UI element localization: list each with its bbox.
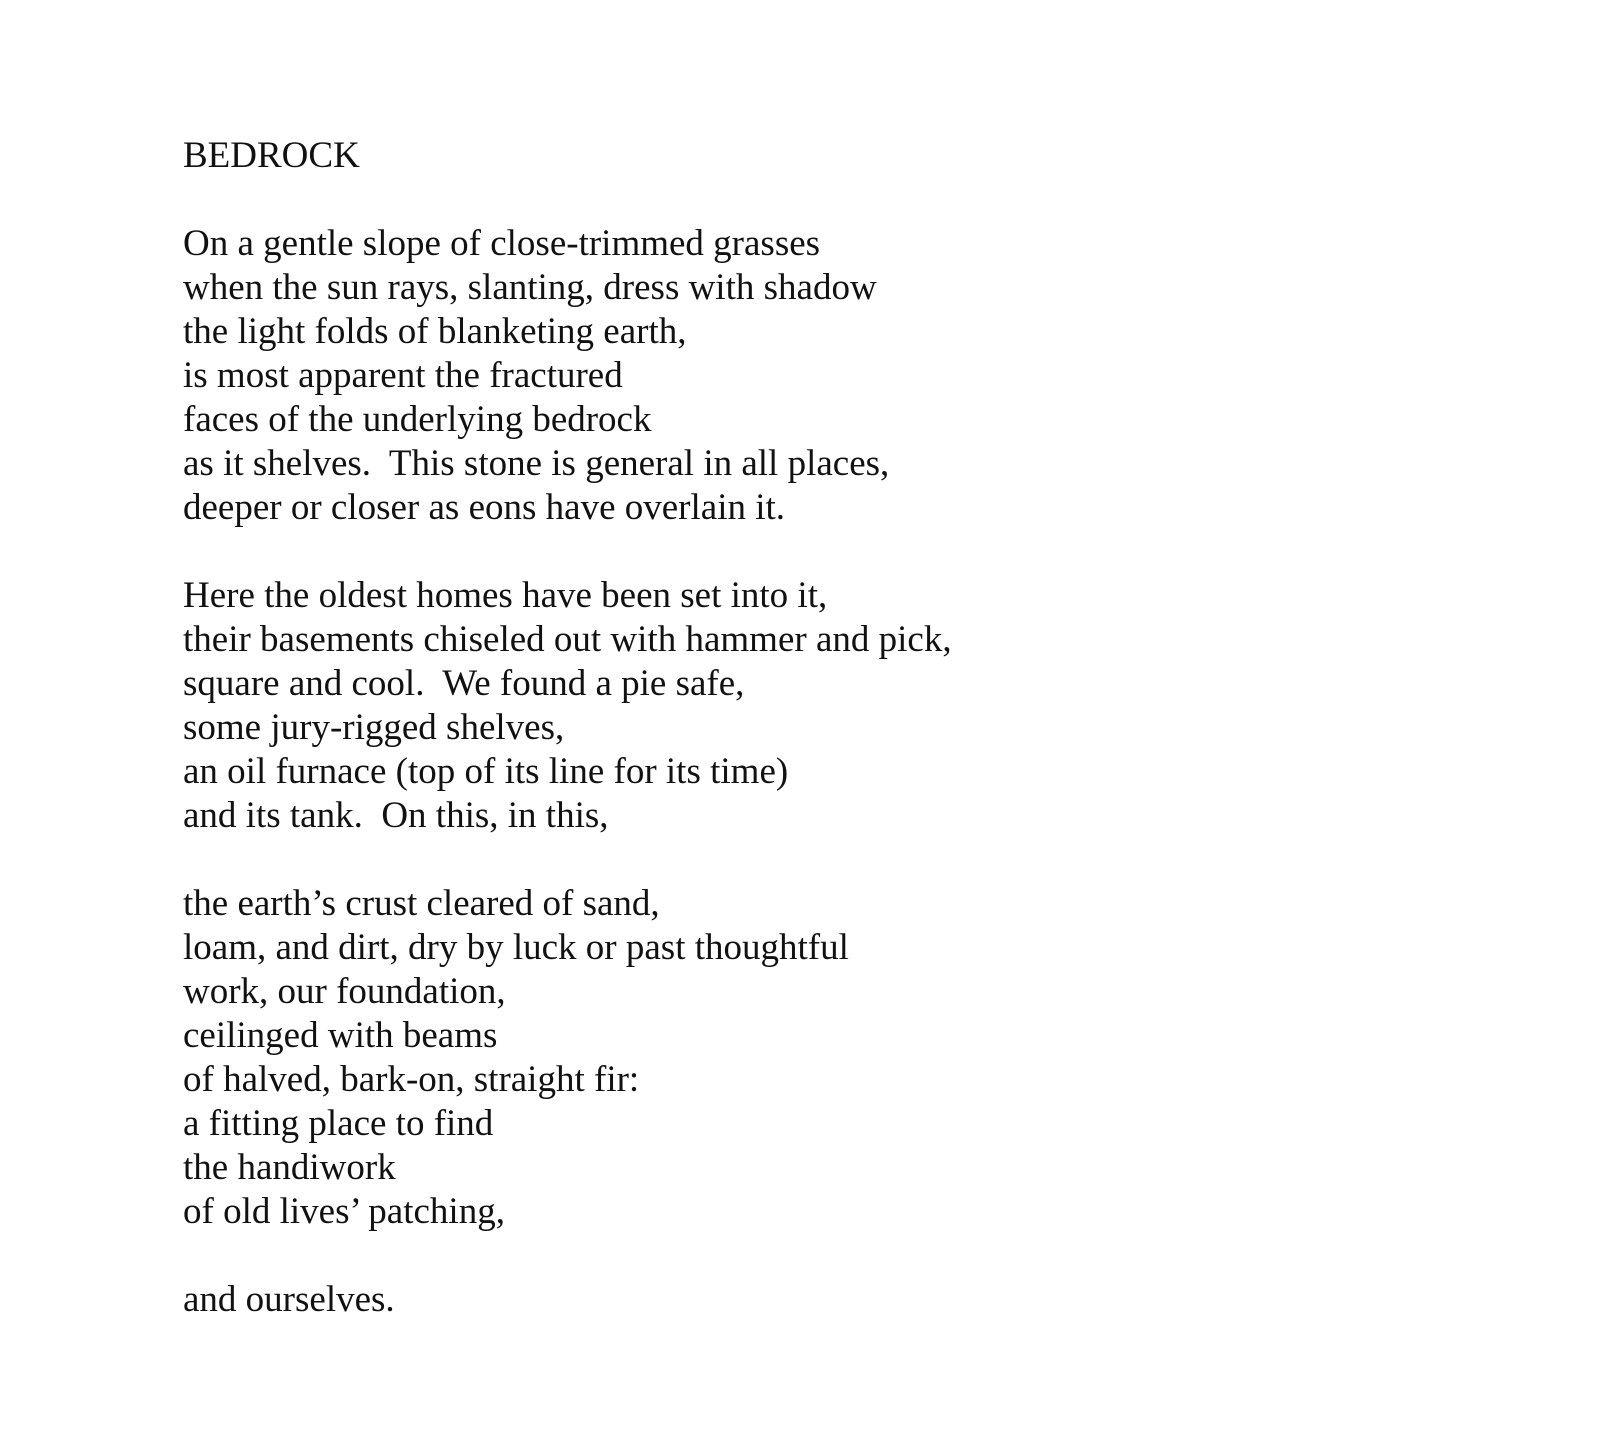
poem-line: deeper or closer as eons have overlain it.: [183, 487, 786, 528]
poem-line: of halved, bark-on, straight fir:: [183, 1059, 640, 1100]
stanza-gap: [183, 178, 1483, 222]
poem-line: Here the oldest homes have been set into it,: [183, 575, 828, 616]
stanza-3: [183, 882, 1483, 1234]
poem-line: an oil furnace (top of its line for its time): [183, 751, 789, 792]
poem-page: [183, 134, 1483, 1322]
stanza-4: [183, 1278, 1483, 1322]
poem-line: the earth’s crust cleared of sand,: [183, 883, 660, 924]
poem-line: square and cool. We found a pie safe,: [183, 663, 745, 704]
poem-line: and its tank. On this, in this,: [183, 795, 609, 836]
stanza-1: [183, 222, 1483, 530]
poem-line: and ourselves.: [183, 1279, 395, 1320]
stanza-gap: [183, 838, 1483, 882]
stanza-gap: [183, 1234, 1483, 1278]
stanza-gap: [183, 530, 1483, 574]
poem-line: faces of the underlying bedrock: [183, 399, 652, 440]
stanza-2: [183, 574, 1483, 838]
poem-line: their basements chiseled out with hammer and pick,: [183, 619, 952, 660]
poem-line: some jury-rigged shelves,: [183, 707, 565, 748]
poem-line: On a gentle slope of close-trimmed grasses: [183, 223, 821, 264]
poem-line: a fitting place to find: [183, 1103, 494, 1144]
poem-line: when the sun rays, slanting, dress with shadow: [183, 267, 877, 308]
poem-title: BEDROCK: [183, 135, 360, 176]
poem-line: the handiwork: [183, 1147, 396, 1188]
poem-line: is most apparent the fractured: [183, 355, 623, 396]
poem-line: of old lives’ patching,: [183, 1191, 505, 1232]
poem-line: the light folds of blanketing earth,: [183, 311, 687, 352]
poem-line: as it shelves. This stone is general in all places,: [183, 443, 890, 484]
poem-line: loam, and dirt, dry by luck or past thoughtful: [183, 927, 849, 968]
poem-line: ceilinged with beams: [183, 1015, 498, 1056]
poem-line: work, our foundation,: [183, 971, 506, 1012]
